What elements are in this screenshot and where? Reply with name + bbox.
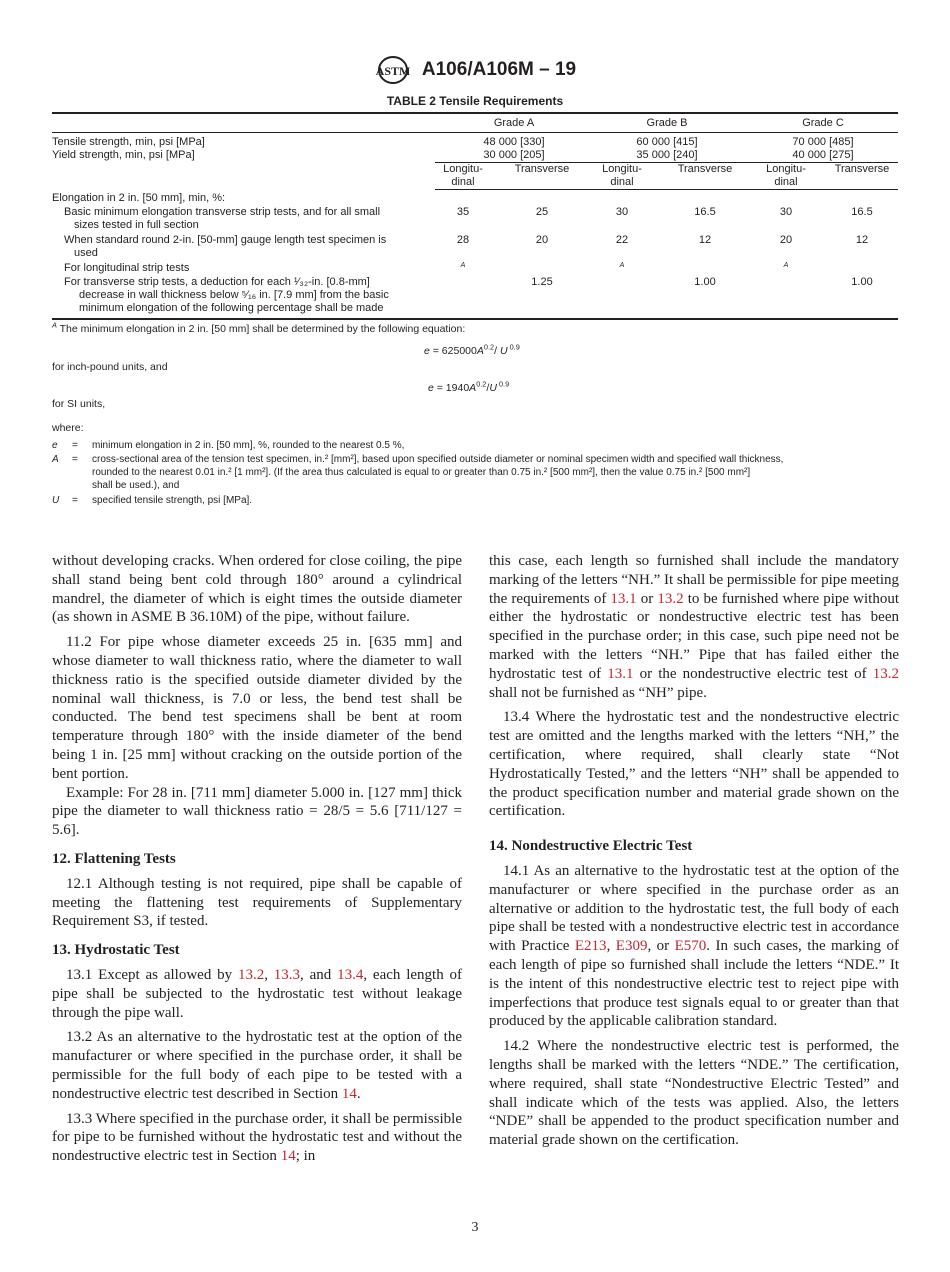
value-cell: 30 — [615, 206, 629, 218]
link-13-2[interactable]: 13.2 — [872, 665, 899, 682]
row-label: For longitudinal strip tests — [64, 262, 190, 274]
yield-grade-a: 30 000 [205] — [483, 149, 545, 161]
link-13-4[interactable]: 13.4 — [337, 966, 364, 983]
link-13-2[interactable]: 13.2 — [657, 590, 684, 607]
sub-transverse-a: Transverse — [514, 163, 570, 175]
sub-longitudinal-b: Longitu- dinal — [602, 163, 642, 188]
table-row — [52, 206, 898, 234]
section-heading-14: 14. Nondestructive Electric Test — [489, 838, 693, 855]
sub-longitudinal-a: Longitu- dinal — [443, 163, 483, 188]
link-13-1[interactable]: 13.1 — [607, 665, 634, 682]
paragraph-14-1: 14.1 As an alternative to the hydrostatic test at the option of the manufacturer or where specified in the purchase order as an alternative or addition to the hydrostatic test, the full body of each pipe shall be tested with a nondestructive electric test in accordance with Practice E213, E309, or E570. In such cases, the marking of each length of pipe so furnished shall include the letters “NDE.” It is the intent of this nondestructive electric test to reject pipe with imperfections that produce test signals equal to or greater than that produced by the applicable calibration standard. — [489, 862, 899, 1030]
sub-transverse-c: Transverse — [834, 163, 890, 175]
paragraph-13-1: 13.1 Except as allowed by 13.2, 13.3, and 13.4, each length of pipe shall be subjected to the hydrostatic test without leakage through the pipe wall. — [52, 966, 463, 1021]
left-column — [52, 552, 462, 1172]
value-cell: 28 — [456, 234, 470, 246]
row-label: When standard round 2-in. [50-mm] gauge length test specimen is used — [64, 234, 387, 259]
value-cell: 20 — [535, 234, 549, 246]
footnote-ref: A — [619, 262, 625, 269]
footnote-ref: A — [460, 262, 466, 269]
footnote-text: for SI units, — [52, 398, 106, 410]
value-cell: 25 — [535, 206, 549, 218]
footnote-where: where: — [52, 422, 84, 434]
link-section-14[interactable]: 14 — [280, 1148, 296, 1165]
paragraph-example: Example: For 28 in. [711 mm] diameter 5.000 in. [127 mm] thick pipe the diameter to wall thickness ratio = 28/5 = 5.6 [711/127 = 5.6]. — [52, 784, 462, 839]
yield-grade-b: 35 000 [240] — [636, 149, 698, 161]
sub-transverse-b: Transverse — [677, 163, 733, 175]
value-cell: 1.25 — [531, 276, 553, 288]
elongation-label: Elongation in 2 in. [50 mm], min, %: — [52, 192, 226, 204]
paragraph-12-1: 12.1 Although testing is not required, pipe shall be capable of meeting the flattening test requirements of Supplementary Requirement S3, if tested. — [52, 875, 462, 930]
value-cell: 20 — [779, 234, 793, 246]
value-cell: 35 — [456, 206, 470, 218]
paragraph-13-3: 13.3 Where specified in the purchase order, it shall be permissible for pipe to be furnished without the hydrostatic test and without the nondestructive electric test in Section 14; in — [52, 1110, 462, 1165]
footnote-ref: A — [783, 262, 789, 269]
right-column — [489, 552, 899, 1156]
grade-a-header: Grade A — [493, 117, 535, 129]
value-cell: 30 — [779, 206, 793, 218]
subheader-row — [52, 162, 898, 190]
equation-inch-pound: $e = 625000A^{0.2}/$ U $^{0.9}$ — [424, 342, 520, 357]
value-cell: 12 — [698, 234, 712, 246]
equation-si: $e = 1940A^{0.2}/U$ $^{0.9}$ — [428, 379, 510, 394]
section-heading-13: 13. Hydrostatic Test — [52, 942, 180, 959]
grade-c-header: Grade C — [802, 117, 844, 129]
row-label: For transverse strip tests, a deduction for each ¹⁄₃₂-in. [0.8-mm] decrease in wall thickness below ⁵⁄₁₆ in. [7.9 mm] from the basic minimum elongation of the following percentage shall be made — [64, 276, 389, 314]
paragraph: this case, each length so furnished shall include the mandatory marking of the letters “NH.” It shall be permissible for pipe meeting the requirements of 13.1 or 13.2 to be furnished where pipe without either the hydrostatic or nondestructive electric test has been specified in the purchase order; in this case, such pipe need not be marked with the letters “NH.” Pipe that has failed either the hydrostatic test of 13.1 or the nondestructive electric test of 13.2 shall not be furnished as “NH” pipe. — [489, 553, 900, 701]
tensile-row — [52, 136, 898, 149]
value-cell: 22 — [615, 234, 629, 246]
tensile-grade-a: 48 000 [330] — [483, 136, 545, 148]
link-13-3[interactable]: 13.3 — [273, 966, 301, 983]
table-row — [52, 234, 898, 262]
paragraph-14-2: 14.2 Where the nondestructive electric test is performed, the lengths shall be marked with the letters “NDE.” The certification, where required, shall state “Nondestructive Electric Tested” and shall indicate which of the tests was applied. Also, the letters “NDE” shall be appended to the product specification number and material grade shown on the certification. — [489, 1038, 899, 1149]
paragraph-11-2: 11.2 For pipe whose diameter exceeds 25 in. [635 mm] and whose diameter to wall thickness ratio, where the diameter to wall thickness ratio is the specified outside diameter divided by the nominal wall thickness, is 7.0 or less, the bend test shall be conducted. The bend test specimens shall be bent at room temperature through 180° with the inside diameter of the bend being 1 in. [25 mm] without cracking on the outside portion of the bent portion. — [52, 634, 462, 782]
link-section-14[interactable]: 14 — [341, 1085, 357, 1102]
tensile-requirements-table — [52, 112, 898, 320]
value-cell: 1.00 — [851, 276, 873, 288]
document-designation: A106/A106M – 19 — [421, 59, 577, 80]
table-header-row — [52, 114, 898, 132]
paragraph-13-4: 13.4 Where the hydrostatic test and the nondestructive electric test are omitted and the lengths marked with the letters “NH,” the certification, where required, shall clearly state “Not Hydrostatically Tested,” and the letters “NH” shall be appended to the product specification number and material grade shown on the certification. — [489, 709, 899, 820]
sub-longitudinal-c: Longitu- dinal — [766, 163, 806, 188]
page-header — [0, 55, 950, 85]
table-title: TABLE 2 Tensile Requirements — [386, 94, 564, 108]
grade-b-header: Grade B — [646, 117, 688, 129]
link-e570[interactable]: E570 — [674, 938, 707, 955]
link-13-1[interactable]: 13.1 — [610, 590, 637, 607]
astm-logo-icon — [374, 55, 412, 85]
yield-row — [52, 149, 898, 162]
link-e309[interactable]: E309 — [615, 938, 648, 955]
definition-a: A = cross-sectional area of the tension test specimen, in.² [mm²], based upon specified outside diameter or nominal specimen width and specified wall thickness, rounded to the nearest 0.01 in.² [1 mm²]. (If the area thus calculated is equal to or greater than 0.75 in.² [500 mm²], then the value 0.75 in.² [500 mm²] shall be used.), and — [52, 454, 784, 491]
footnote-text: for inch-pound units, and — [52, 361, 168, 373]
elongation-label-row — [52, 192, 898, 206]
value-cell: 12 — [855, 234, 869, 246]
section-heading-12: 12. Flattening Tests — [52, 850, 176, 867]
table-row — [52, 276, 898, 318]
yield-label: Yield strength, min, psi [MPa] — [52, 149, 195, 161]
link-13-2[interactable]: 13.2 — [237, 966, 265, 983]
value-cell: 16.5 — [851, 206, 873, 218]
yield-grade-c: 40 000 [275] — [792, 149, 854, 161]
tensile-grade-b: 60 000 [415] — [636, 136, 698, 148]
row-label: Basic minimum elongation transverse strip tests, and for all small sizes tested in full section — [64, 206, 381, 231]
value-cell: 1.00 — [694, 276, 716, 288]
value-cell: 16.5 — [694, 206, 716, 218]
paragraph-13-2: 13.2 As an alternative to the hydrostatic test at the option of the manufacturer or where specified in the purchase order, it shall be permissible for the full body of each pipe to be tested with a nondestructive electric test described in Section 14. — [52, 1029, 462, 1102]
paragraph: without developing cracks. When ordered for close coiling, the pipe shall stand being bent cold through 180° around a cylindrical mandrel, the diameter of which is eight times the outside diameter (as shown in ASME B 36.10M) of the pipe, without failure. — [52, 553, 462, 626]
table-row — [52, 262, 898, 276]
tensile-grade-c: 70 000 [485] — [792, 136, 854, 148]
link-e213[interactable]: E213 — [574, 938, 607, 955]
svg-text:ASTM: ASTM — [375, 64, 411, 78]
footnote-a: $^A$ The minimum elongation in 2 in. [50 mm] shall be determined by the following equation: — [52, 320, 466, 335]
tensile-label: Tensile strength, min, psi [MPa] — [52, 136, 205, 148]
page-number: 3 — [471, 1220, 479, 1235]
